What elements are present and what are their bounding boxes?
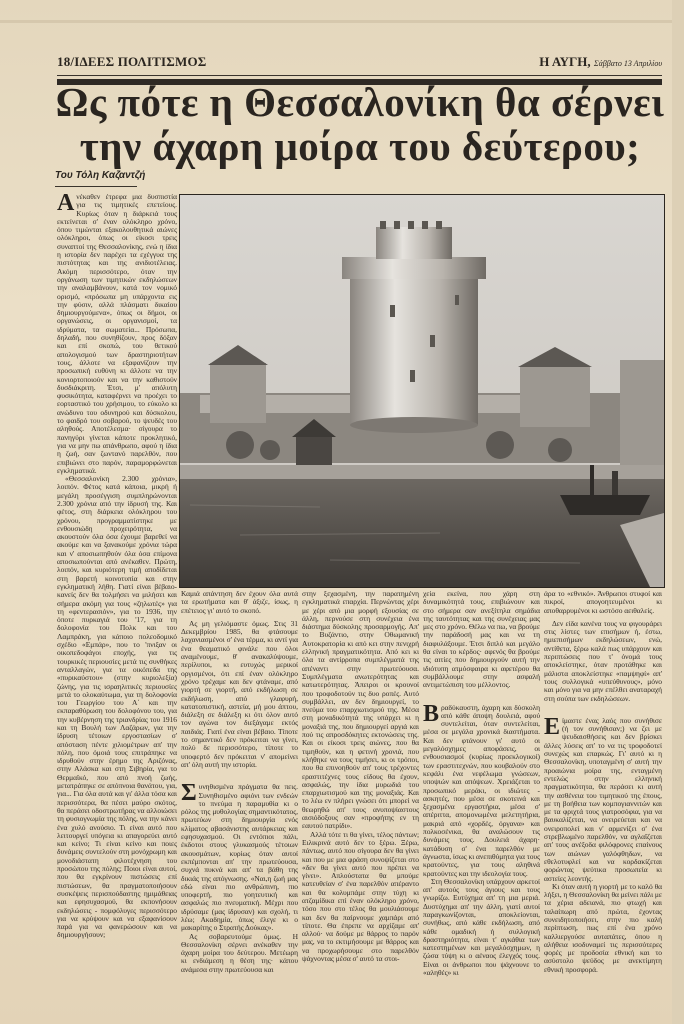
paragraph-text: ραδύκαυστη, άχαρη και δύσκολη από κάθε άποψη δουλειά, αφού συντελείται, όταν συντελείται, μέσα σε μεγάλα χρονικά διαστήματα. Και δεν φτάνουν γι' αυτό οι μεγαλόσχημες αποφάσεις, οι ενθουσιασμοί (κυρίως προεκλογικοί) των εραστιτεχνών, που κουβαλούν στο κεφάλι ένα νεφέλωμα γνώσεων, υποψιών και απόψεων. Χρειάζεται το προσωπικό μεράκι, οι ιδιώτες - ασκητές, που μέσα σε σκοτεινά και ξεχασμένα εργαστήρια, μέσα σ' απέριττα, απομονωμένα μελετητήρια, μακριά από «χορδές, όργανα» και πολκοσένικα, θα αναλώσουν τις δυνάμεις τους. Δουλειά άχαρη· κατάδυση σ' ένα παρελθόν με άγνωστα, ίσως κι ανεπιθύμητα για τους κρατούντες, για τους αληθινά κρατούντες και την ιδεολογία τους.	[423, 702, 540, 878]
paragraph	[423, 700, 540, 878]
page-edge	[0, 20, 684, 23]
paragraph: Αλλά τότε τι θα γίνει, τέλος πάντων; Ειλικρινά αυτό δεν το ξέρω. Ξέρω, πάντως, αυτό που σίγουρα δεν θα γίνει και που με μια φράση συνοψίζεται στο «δεν θα γίνει αυτό που πρέπει να γίνει». Απλούστατα θα μπούμε κατευθείαν σ' ένα παρελθόν απέραντο και θα κολυμπάμε στην τύχη κι ατζαμίδικα επί έναν ολόκληρο χρόνο, τόσο που στο τέλος θα μουλιάσουμε και δεν θα παίρνουμε χαμπάρι από τίποτε. Θα έπρεπε να αρχίζαμε απ' αλλού· να δούμε με θάρρος το παρόν μας, να το εκτιμήσουμε με θάρρος και να προχωρήσουμε στο παρελθόν ψάχνοντας μέσα σ' αυτό τα στοι-	[302, 829, 419, 964]
paragraph: Κι όταν αυτή η γιορτή με το καλό θα λήξει, η Θεσσαλονίκη θα μείνει πάλι με τα χέρια αδειανά, πιο φτωχή και ταλαίπωρη από πρώτα, έχοντας συνειδητοποιήσει, στην πιο καλή περίπτωση, πως επί ένα χρόνο καλλιεργούσε αυταπάτες, όπου η αλήθεια ισοδυναμεί τις περισσότερες φορές με προδοσία εθνική και το ασύστολο ψεύδος με ανεκτίμητη εθνική προσφορά.	[544, 881, 662, 974]
paragraph: Ας μη γελιόμαστε όμως. Στις 31 Δεκεμβρίου 1985, θα φτάσουμε λαχανιασμένοι σ' ένα τέρμα, κι αντί για ένα θεαματικό φινάλε που όλοι αναμένουμε, θ' ανακαλύψουμε, περίλυποι, κι ευτυχώς μερικοί οργισμένοι, ότι επί έναν ολόκληρο χρόνο τρέχαμε και δεν φτάναμε, από γιορτή σε γιορτή, από εκδήλωση σε εκδήλωση, από γλαφυρή, κατατοπιστική, αστεία, μή μου άπτου, διάλεξη σε διάλεξη κι ότι όλον αυτό τον αγώνα τον διεξάγαμε εκτός παιδιάς. Γιατί ένα είναι βέβαιο. Τίποτε το σημαντικό δεν πρόκειται να γίνει, πολύ δε περισσότερο, τίποτε το υποφερτό δεν πρόκειται ν' απομείνει απ' όλη αυτή την ιστορία.	[181, 618, 298, 769]
masthead	[539, 54, 662, 70]
paragraph	[57, 190, 177, 475]
article-column-3	[302, 590, 419, 963]
white-tower-photo	[179, 194, 665, 588]
paragraph-text: ίμαστε ένας λαός που συνήθισε (ή τον συνήθισαν;) να ζει με ψευδαισθήσεις και δεν βρίσκει άλλες λύσεις απ' το να τις τροφοδοτεί συνεχώς και επαρκώς. Γι' αυτό κι η Θεσσαλονίκη, υποταγμένη σ' αυτή την προαιώνια μοίρα της, ενταγμένη εντελώς στην ελληνική πραγματικότητα, θα περάσει κι αυτή την ασθένεια του τιμητικού της έπους, με τη βοήθεια των κομπογιαννιτών και με τα φριχτά τους γιατροσόφια, για να βαυκαλίζεται, να ονειρεύεται και να ονειροπολεί και ν' αρμενίζει σ' ένα στρεβλωμένο παρελθόν, να αγλαΐζεται απ' τους ανέξοδα φιλόφρονες επαίνους των αιώνων γαλόφθηδων, να εθελοτυφλεί και να κορδακίζεται φορώντας ψεύτικα προσωπεία κι αστείες λεοντής.	[544, 715, 662, 883]
drop-cap: Β	[423, 700, 439, 727]
paragraph	[181, 780, 298, 933]
drop-cap: Σ	[181, 780, 197, 807]
paragraph: Ας σοβαρευτούμε όμως. Η Θεσσαλονίκη σέρνει ανέκαθεν την άχαρη μοίρα του δεύτερου. Μετέωρη κι ενδιάμεση η θέση της· κάπου ανάμεσα στην πρωτεύουσα και	[181, 931, 298, 974]
article-column-1	[57, 190, 177, 940]
paragraph: άρα το «εθνικό». Άνθρωποι στυφοί και πικροί, απογοητευμένοι κι αποθαρρυμένοι κι ωστόσο αειθαλείς.	[544, 589, 662, 615]
paragraph-text: νέκαθεν έτρεφα μια δυσπιστία για τις τιμητικές επετείους. Κυρίως όταν η διάρκειά τους εκτείνεται σ' έναν ολόκληρο χρόνο, όπου τιμώνται εξακολουθητικά αιώνες ολόκληροι, όπως οι είκοσι τρεις συναπτοί της Θεσσαλονίκης, ενώ η ίδια η ιστορία δεν παρέχει τα εχέγγυα της πιστότητας και της ανιδιοτέλειας. Ακόμη περισσότερο, όταν την οργάνωση των τιμητικών εκδηλώσεων την αναλαμβάνουν, κατά τον νομικό ορισμό, «πρόσωπα μη υπάρχοντα εις την φύσιν, αλλά πλάσματι δικαίου δημιουργούμενα», όπως οι δήμοι, οι οργανώσεις, οι οργανισμοί, τα ιδρύματα, τα σωματεία... Πρόσωπα, δηλαδή, που συνηθίζουν, προς δόξαν και επί σκοπώ, του θετικού απολογισμού των δραστηριοτήτων τους, άλλοτε να εξαφανίζουν την προσωπική ευθύνη κι άλλοτε να την κονιορτοποιούν και να την καθιστούν δυσδιάκριτη. Έτσι, μ' απόλυτη φυσικότητα, καταφέρνει να προέχει το εορταστικό του χρήσιμου, το εύκολο κι ανώδυνο του οδυνηρού και δύσκολου, το φαιδρό του σοβαρού, το ψευδές του αληθούς. Αποτέλεσμα· σίγουρα το πανηγύρι γίνεται κάποτε προκλητικό, για να μην πω απάνθρωπο, αφού η ίδια η ζωή, σαν ζωντανό παρελθόν, που επιβιώνει στο παρόν, παραμορφώνεται εγκληματικά.	[57, 192, 177, 475]
paragraph: «Θεσσαλονίκη 2.300 χρόνια», λοιπόν. Φέτος κατά κάποια, μικρή ή μεγάλη προσέγγιση συμπληρώνονται 2.300 χρόνια από την ίδρυσή της. Και φέτος, στη διάρκεια ολόκληρου του χρόνου, προγραμματίστηκε με ενθουσιώδη προχειρότητα, να ακουστούν όλα όσα έχουμε βαρεθεί να ακούμε και να ξανακούμε χρόνια τώρα και ν' αποσιωπηθούν όλα όσα επίμονα αποσιωπούνται από ανέκαθεν. Πρώτη, λοιπόν, και κυριότερη τιμή αποδίδεται στη βαρετή κοινοτυπία και στην εγκληματική λήθη. Γιατί είναι βέβαιο- κανείς δεν θα τολμήσει να μιλήσει και σήμερα ακόμη για τους «ζηλωτές» για τη «φεντερασιόν», για το 1936, την όποτε πυρκαγιά του '17, για τη δολοφονία του Πολκ και του Λαμπράκη, για κάποιο πολεοδομικό σχέδιο «Εμπάρ», που το 'πνιξαν οι οικοπεδοφάγοι εποχής, για τις τουρκικές περιουσίες μετά τις συνθήκες ανταλλαγών, για τα οικόπεδα της «πυρικαύστου» (στην κυριολεξία) ζώνης, για τις ισραηλιτικές περιουσίες μετά το ολοκαύτωμα, για τη δολοφονία του Γεωργίου του Α΄ και την εκπαραθύρωση του δολοφόνου του, για την κυβέρνηση της τριανδρίας του 1916 και τη Βουλή των Λαζάρων, για την ίδρυση τέτοιων εργοστασίων σ' απόσταση πέντε χιλιομέτρων απ' την πόλη, που όμοιά τους επιτράπηκε να ιδρυθούν στην έρημο της Αριζόνας, στην Αλάσκα και στη Σιβηρία, για το Θερμαϊκό, που από πνοή ζωής, μετατράπηκε σε απόπνοια θανάτου, για, για... Για όλα αυτά και γι' άλλα τόσα και περισσότερα, θα πέσει μαύρο σκότος, θα περάσει οδοστρωτήρας να αλλοιώσει τη φυσιογνωμία της πόλης, να την κάνει ένα χυλό ανούσιο. Τι είναι αυτό που λειτουργεί υπόγεια κι απαγορεύει αυτό και κείνο; Τι είναι κείνο και ποιες δυνάμεις συντελούν στη μονόχρωμη και μονοδιάστατη φιλοτέχνηση του προσώπου της πόλης; Ποιοι είναι αυτοί, που θα εγκρίνουν πιστώσεις επί πιστώσεων, θα πραγματοποιήσουν συσκέψεις περισπούδαστης ημιμάθειας και εφησυχασμού, θα εκπονήσουν εκδηλώσεις - πομφόλυγες περισσότερο για να κρύψουν και να εξαφανίσουν παρά για να φανερώσουν και να δημιουργήσουν;	[57, 474, 177, 940]
article-column-4	[423, 590, 540, 977]
paragraph: Στη Θεσσαλονίκη υπάρχουν αρκετοί απ' αυτούς τους άγιους και τους γνωρίζω. Ευτύχημα απ' τη μια μεριά. Δυστύχημα απ' την άλλη, γιατί αυτοί παραγκωνίζονται, αποκλείονται, συνήθως, από κάθε εκδήλωση, από κάθε ομαδική ή συλλογική δραστηριότητα, είναι τ' αγκάθια των κατεστημένων και μεγαλόσχημων, η ζώσα τύψη κι ο αέναος έλεγχός τους. Είναι οι άνθρωποι που ψάχνουνε το «αληθές» κι	[423, 876, 540, 978]
article-column-5	[544, 590, 662, 974]
byline-rule	[55, 186, 137, 187]
white-tower-image	[180, 195, 664, 587]
paragraph	[544, 713, 662, 883]
drop-cap: Ε	[544, 713, 560, 740]
paragraph: Καμιά απάντηση δεν έχουν όλα αυτά τα ερωτήματα και θ' άξιζε, ίσως, η επέτειος γι' αυτό το σκοπό.	[181, 589, 298, 615]
article-column-2	[181, 590, 298, 974]
newspaper-name: Η ΑΥΓΗ,	[539, 54, 591, 69]
paragraph: στην ξεχασμένη, την παρατημένη εγκληματικά επαρχία. Περνώντας χέρι με χέρι από μια μορφή εξουσίας σε άλλη, περνούσε στη συνέχεια ένα διάστημα δύσκολης προσαρμογής. Απ' το Βυζάντιο, στην Οθωμανική Αυτοκρατορία κι από κει στην πενιχρή ελληνική πραγματικότητα. Από κει κι όλα τα αντίρροπα συμπλέγματά της απέναντι στην πρωτεύουσα. Συμπλέγματα ανωτερότητας και κατωτερότητας. Άπειροι οι κρουνοί που τροφοδοτούν τις δυο ροπές. Αυτό συμβάλλει, αν δεν δημιουργεί, το πνεύμα του επαρχιωτισμού της. Μέσα στη μοναδικότητά της υπάρχει κι η μοναξιά της, που δημιουργεί αργιά και πού τις απροσδόκητες εκτονώσεις της. Και οι είκοσι τρεις αιώνες, που θα τιμηθούν, και η φετινή χρονιά, που κλήθηκε να τους τιμήσει, κι οι τρόποι, που θα επινοηθούν απ' τους τρέχοντες εραστιτέχνες τους είδους θα έχουν, ασφαλώς, την ίδια μυρωδιά του επαρχιωτισμού και της μοναξιάς. Και το λέω εν πλήρει γνώσει ότι μπορεί να θεωρηθώ απ' τους ανυποψίαστους αισιόδοξους σαν «προφήτης εν τη εαυτού πατρίδι».	[302, 589, 419, 831]
paragraph: Δεν είδα κανένα τους να φιγουράρει στις λίστες των επισήμων ή, έστω, ημιεπισήμων εκδηλώσεων, ενώ, αντίθετα, ξέρω καλά πως υπάρχουν και περιπτώσεις που τ' όνομά τους αποκλείστηκε, όταν προτάθηκε και μάλιστα αποκλείστηκε «παμψηφί» απ' τους συλλογικά «υπεύθυνους», μόνο και μόνο για να μην επέλθει αναταραχή στη σούπα των εκδηλώσεων.	[544, 618, 662, 703]
issue-date: Σάββατο 13 Απριλίου	[593, 59, 662, 68]
paragraph-text: υνηθισμένα πράγματα θα πεις. Συνηθισμένο αφιόνι των ενδεών το πνεύμα η παραμυθία κι ο ρόλος της μυθολογίας σημαντικότατος, πρωτεύων στη δημιουργία ενός κλίματος αβασάνιστης αυτάρκειας και εφησυχασμού. Οι εντόπιοι πάλι, έκδοτοι στους γλυκασμούς τέτοιων ακουσμάτων, κυρίως όταν αυτοί εκπέμπονται απ' την πρωτεύουσα, συχνά πυκνά και απ' τα βάθη της δικιάς της απόγνωσης. «Ναι,η ζωή μας εδώ είναι πιο ανθρώπινη, πιο υποφερτή, πιο γοητευτική και ασφαλώς πιο πνευματική. Μέχρι που ιδρύσαμε (μας ίδρυσαν) και σχολή, τι λέω; Ακαδημία, όπως έλεγε κι ο μακαρίτης ο Στρατής Δούκας».	[181, 782, 298, 933]
headline-line-1: Ως πότε η Θεσσαλονίκη θα σέρνει	[55, 79, 665, 125]
byline: Του Τόλη Καζαντζή	[55, 170, 146, 181]
paragraph: χεία εκείνα, που χάρη στη δυναμικότητά τους, επιβιώνουν και στο σήμερα σαν ανεξίτηλα σημάδια της ταυτότητας και της συνέχειας μας μες στο χρόνο. Θέλω να πω, να βρούμε την παράδοσή μας και να τη διαφυλάξουμε. Έτσι διπλό και μεγάλο θα είναι το κέρδος· αφενός θα βρούμε τις αιτίες που δημιουργούν αυτή την ιδιότυπη ατμόσφαιρα κι αφετέρου θα συμβάλλουμε στην ασφαλή αντιμετώπιση του μέλλοντος.	[423, 589, 540, 690]
drop-cap: A	[57, 190, 75, 216]
headline-line-2: την άχαρη μοίρα του δεύτερου;	[79, 123, 641, 169]
header-rule	[57, 75, 662, 76]
section-header: 18/ΙΔΕΕΣ ΠΟΛΙΤΙΣΜΟΣ	[57, 54, 207, 69]
